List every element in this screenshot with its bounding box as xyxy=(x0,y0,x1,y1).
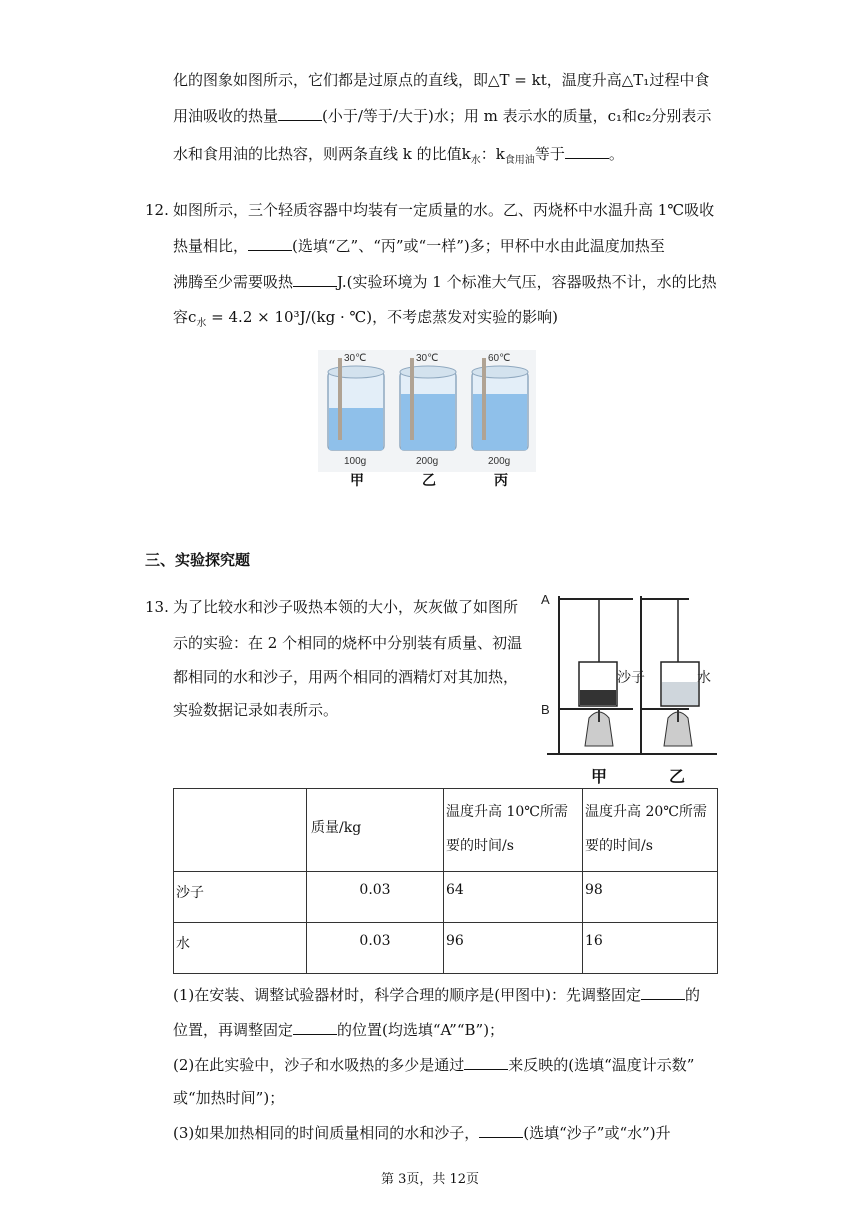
q11-line-2 xyxy=(173,105,711,127)
q11-sub-oil: 食用油 xyxy=(504,155,535,166)
table-header-mass: 质量/kg xyxy=(307,789,444,872)
q13-sub1d: 的位置(均选填“A”“B”)； xyxy=(337,1021,505,1039)
q13-number: 13. xyxy=(145,598,169,616)
answer-blank xyxy=(464,1055,508,1070)
label-a: A xyxy=(541,592,550,607)
q11-line-1: 化的图象如图所示，它们都是过原点的直线，即△T = kt，温度升高△T₁过程中食 xyxy=(173,71,710,89)
table-cell-mass: 0.03 xyxy=(307,923,444,974)
q11-line-3b: 等于 xyxy=(534,145,565,163)
page-footer: 第 3页，共 12页 xyxy=(380,1172,480,1187)
q13-sub2b: 来反映的(选填“温度计示数” xyxy=(508,1056,695,1074)
q12-line-4a: 容c xyxy=(173,308,197,326)
beaker-bing xyxy=(472,358,528,450)
table-header-t10-line2: 要的时间/s xyxy=(446,838,514,854)
label-jia: 甲 xyxy=(591,769,608,786)
heating-apparatus-figure xyxy=(537,588,727,788)
q11-sub-water: 水 xyxy=(470,155,481,166)
beaker-bing-name: 丙 xyxy=(494,472,508,488)
beaker-water xyxy=(661,662,699,706)
beaker-jia-mass: 100g xyxy=(344,456,367,467)
table-cell-t20: 16 xyxy=(583,923,718,974)
answer-blank xyxy=(248,236,292,251)
table-cell-mass: 0.03 xyxy=(307,872,444,923)
q11-line-3a: 水和食用油的比热容，则两条直线 k 的比值k xyxy=(173,145,471,163)
q13-line-1: 为了比较水和沙子吸热本领的大小，灰灰做了如图所 xyxy=(173,598,519,616)
answer-blank xyxy=(565,144,609,159)
table-header-row xyxy=(174,789,718,872)
label-water: 水 xyxy=(697,669,711,685)
answer-blank xyxy=(293,272,337,287)
beaker-bing-temp: 60℃ xyxy=(488,353,511,364)
table-cell-t10: 96 xyxy=(444,923,583,974)
q11-line-2b: (小于/等于/大于)水；用 m 表示水的质量，c₁和c₂分别表示 xyxy=(322,107,712,125)
q13-sub1-line-1 xyxy=(173,984,700,1006)
q12-line-1: 如图所示，三个轻质容器中均装有一定质量的水。乙、丙烧杯中水温升高 1℃吸收 xyxy=(173,201,715,219)
beakers-figure xyxy=(318,350,536,490)
table-cell-t10: 64 xyxy=(444,872,583,923)
beaker-yi-name: 乙 xyxy=(422,472,436,488)
q12-line-4 xyxy=(173,306,558,335)
q13-sub3b: (选填“沙子”或“水”)升 xyxy=(523,1124,671,1142)
beaker-bing-mass: 200g xyxy=(488,456,511,467)
table-header-t10 xyxy=(444,789,583,872)
answer-blank xyxy=(479,1123,523,1138)
answer-blank xyxy=(641,985,685,1000)
q12-line-3 xyxy=(173,271,717,293)
q13-sub1a: (1)在安装、调整试验器材时，科学合理的顺序是(甲图中)：先调整固定 xyxy=(173,986,641,1004)
table-header-t20 xyxy=(583,789,718,872)
beaker-yi-temp: 30℃ xyxy=(416,353,439,364)
table-cell-t20: 98 xyxy=(583,872,718,923)
q13-sub1-line-2 xyxy=(173,1019,504,1041)
table-header-cell xyxy=(174,789,307,872)
table-row xyxy=(174,923,718,974)
beaker-jia-name: 甲 xyxy=(350,472,364,488)
beaker-yi-mass: 200g xyxy=(416,456,439,467)
table-header-t10-line1: 温度升高 10℃所需 xyxy=(446,804,568,820)
q12-line-2b: (选填“乙”、“丙”或“一样”)多；甲杯中水由此温度加热至 xyxy=(292,237,665,255)
q13-line-4: 实验数据记录如表所示。 xyxy=(173,701,339,719)
q13-sub3-line-1 xyxy=(173,1122,671,1144)
q12-sub-water: 水 xyxy=(196,318,207,329)
q13-sub2-line-1 xyxy=(173,1054,694,1076)
q12-line-2a: 热量相比， xyxy=(173,237,249,255)
label-sand: 沙子 xyxy=(617,669,645,685)
q12-line-3a: 沸腾至少需要吸热 xyxy=(173,273,294,291)
data-table xyxy=(173,788,718,974)
table-header-t20-line1: 温度升高 20℃所需 xyxy=(585,804,707,820)
beaker-jia xyxy=(328,358,384,450)
beaker-yi xyxy=(400,358,456,450)
q12-line-2 xyxy=(173,235,665,257)
q12-number: 12. xyxy=(145,201,169,219)
beaker-sand xyxy=(579,662,617,706)
q13-sub2-line-2: 或“加热时间”)； xyxy=(173,1089,285,1107)
q13-line-3: 都相同的水和沙子，用两个相同的酒精灯对其加热， xyxy=(173,668,519,686)
q13-sub1b: 的 xyxy=(684,986,700,1004)
q13-sub2a: (2)在此实验中，沙子和水吸热的多少是通过 xyxy=(173,1056,465,1074)
table-cell-name: 沙子 xyxy=(174,872,307,923)
table-row xyxy=(174,872,718,923)
q11-line-3c: 。 xyxy=(608,145,624,163)
q11-line-2a: 用油吸收的热量 xyxy=(173,107,279,125)
beaker-jia-temp: 30℃ xyxy=(344,353,367,364)
q13-sub3a: (3)如果加热相同的时间质量相同的水和沙子， xyxy=(173,1124,480,1142)
answer-blank xyxy=(293,1020,337,1035)
answer-blank xyxy=(278,106,322,121)
label-yi: 乙 xyxy=(669,769,686,786)
q13-sub1c: 位置，再调整固定 xyxy=(173,1021,294,1039)
q12-line-4b: = 4.2 × 10³J/(kg · ℃)，不考虑蒸发对实验的影响) xyxy=(206,308,558,326)
q13-line-2: 示的实验：在 2 个相同的烧杯中分别装有质量、初温 xyxy=(173,634,523,652)
q12-line-3b: J.(实验环境为 1 个标准大气压，容器吸热不计，水的比热 xyxy=(337,273,717,291)
q11-line-3 xyxy=(173,143,624,172)
label-b: B xyxy=(541,702,550,717)
table-header-t20-line2: 要的时间/s xyxy=(585,838,653,854)
section-heading: 三、实验探究题 xyxy=(145,551,251,569)
q11-line-3-sep: ：k xyxy=(480,145,505,163)
table-cell-name: 水 xyxy=(174,923,307,974)
